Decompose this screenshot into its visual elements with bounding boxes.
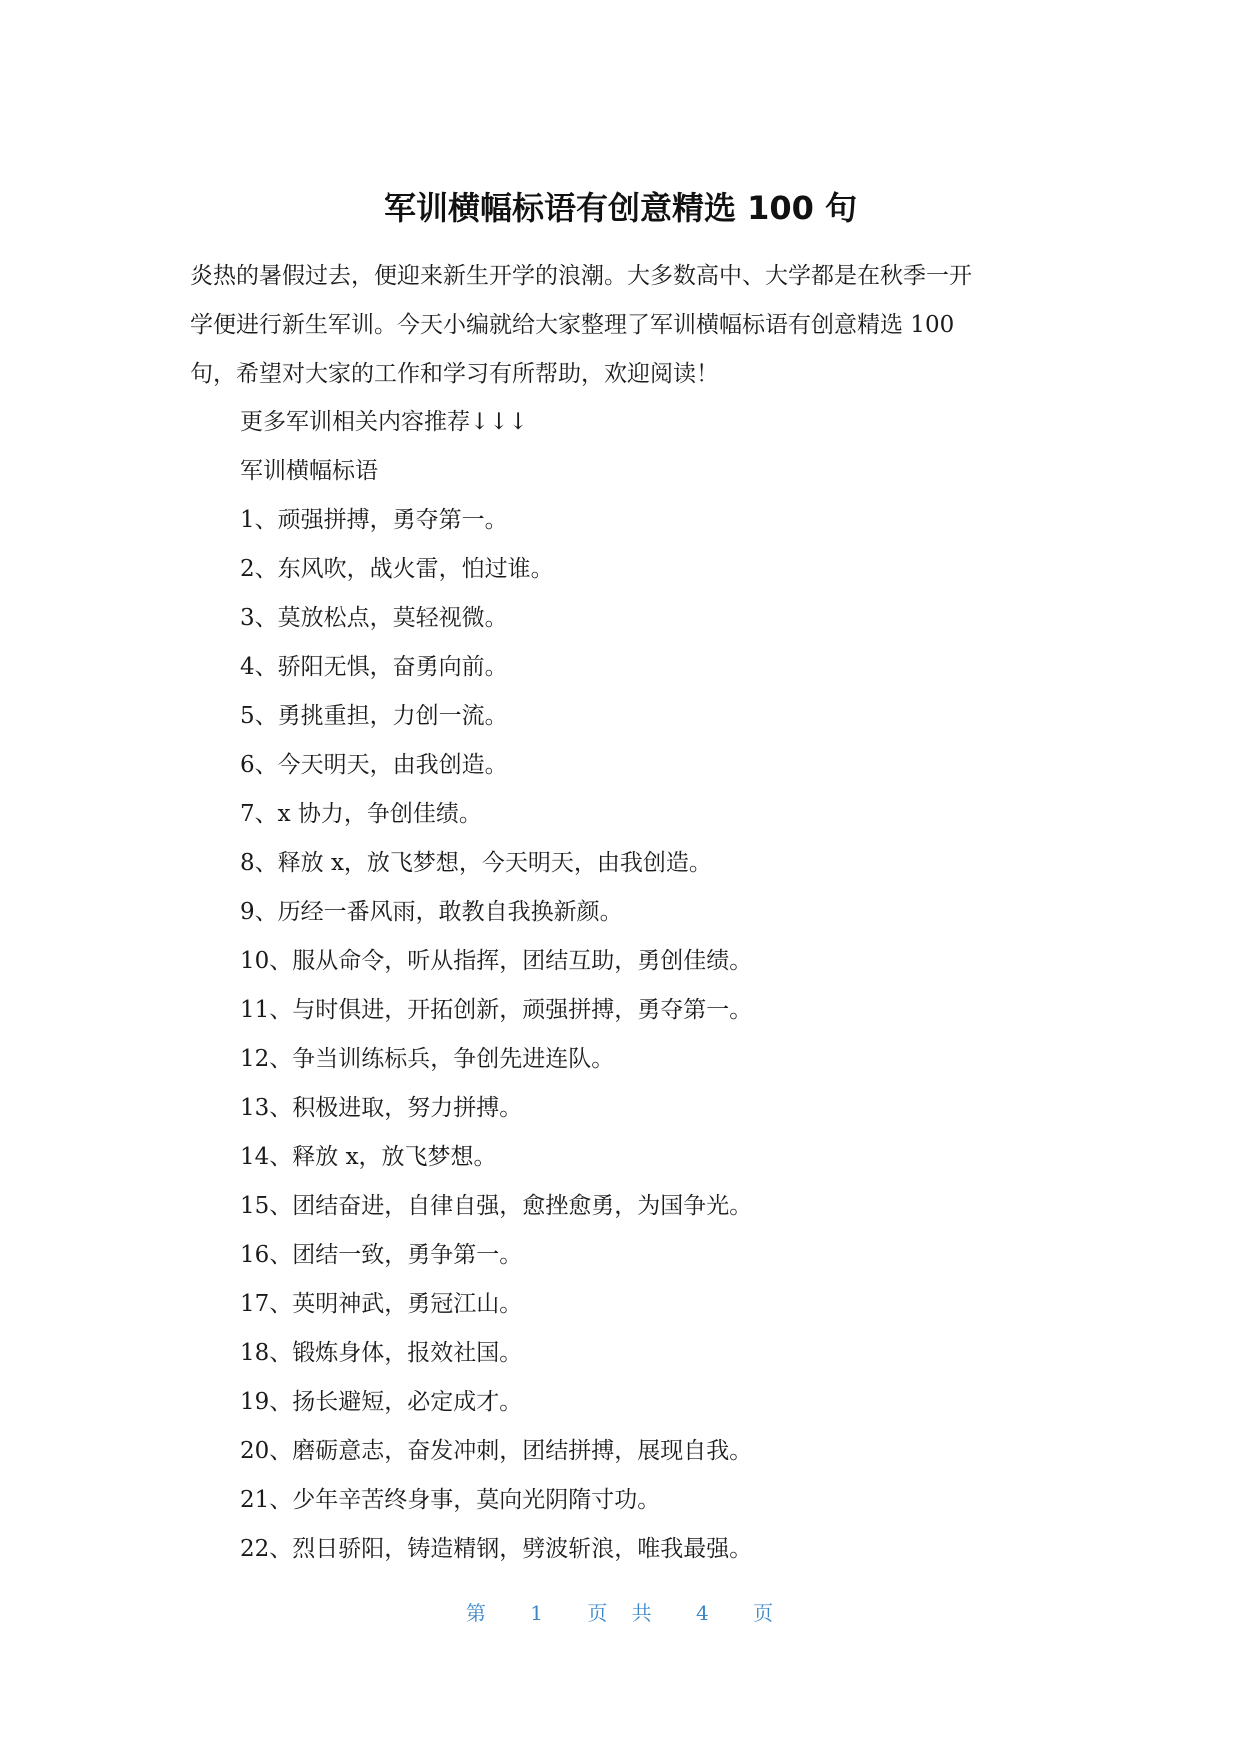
footer-middle: 页 共	[587, 1601, 654, 1625]
slogan-item: 11、与时俱进，开拓创新，顽强拼搏，勇夺第一。	[240, 997, 753, 1023]
slogan-item: 18、锻炼身体，报效社国。	[240, 1340, 523, 1366]
slogan-item: 2、东风吹，战火雷，怕过谁。	[240, 556, 554, 582]
recommend-line: 更多军训相关内容推荐↓↓↓	[240, 409, 528, 435]
slogan-item: 1、顽强拼搏，勇夺第一。	[240, 507, 508, 533]
slogan-item: 22、烈日骄阳，铸造精钢，劈波斩浪，唯我最强。	[240, 1536, 753, 1562]
page-footer	[0, 1598, 1241, 1628]
slogan-item: 17、英明神武，勇冠江山。	[240, 1291, 523, 1317]
document-title: 军训横幅标语有创意精选 100 句	[383, 189, 858, 227]
slogan-item: 12、争当训练标兵，争创先进连队。	[240, 1046, 615, 1072]
slogan-item: 4、骄阳无惧，奋勇向前。	[240, 654, 508, 680]
slogan-item: 3、莫放松点，莫轻视微。	[240, 605, 508, 631]
slogan-item: 5、勇挑重担，力创一流。	[240, 703, 508, 729]
slogan-item: 6、今天明天，由我创造。	[240, 752, 508, 778]
slogan-item: 13、积极进取，努力拼搏。	[240, 1095, 523, 1121]
footer-current-page: 1	[530, 1601, 545, 1625]
slogan-item: 10、服从命令，听从指挥，团结互助，勇创佳绩。	[240, 948, 753, 974]
slogan-item: 8、释放 x，放飞梦想，今天明天，由我创造。	[240, 850, 712, 876]
intro-line: 学便进行新生军训。今天小编就给大家整理了军训横幅标语有创意精选 100	[190, 312, 955, 338]
content-list	[240, 398, 1060, 1574]
slogan-item: 16、团结一致，勇争第一。	[240, 1242, 523, 1268]
intro-paragraph	[190, 252, 1050, 399]
slogan-item: 9、历经一番风雨，敢教自我换新颜。	[240, 899, 623, 925]
section-heading: 军训横幅标语	[240, 458, 378, 484]
slogan-item: 15、团结奋进，自律自强，愈挫愈勇，为国争光。	[240, 1193, 753, 1219]
slogan-item: 14、释放 x，放飞梦想。	[240, 1144, 497, 1170]
slogan-item: 21、少年辛苦终身事，莫向光阴隋寸功。	[240, 1487, 661, 1513]
footer-total-pages: 4	[696, 1601, 711, 1625]
footer-prefix: 第	[465, 1601, 488, 1625]
intro-line: 炎热的暑假过去，便迎来新生开学的浪潮。大多数高中、大学都是在秋季一开	[190, 263, 972, 289]
intro-line: 句，希望对大家的工作和学习有所帮助，欢迎阅读！	[190, 361, 719, 387]
slogan-item: 20、磨砺意志，奋发冲刺，团结拼搏，展现自我。	[240, 1438, 753, 1464]
footer-suffix: 页	[753, 1601, 776, 1625]
slogan-item: 7、x 协力，争创佳绩。	[240, 801, 482, 827]
slogan-item: 19、扬长避短，必定成才。	[240, 1389, 523, 1415]
